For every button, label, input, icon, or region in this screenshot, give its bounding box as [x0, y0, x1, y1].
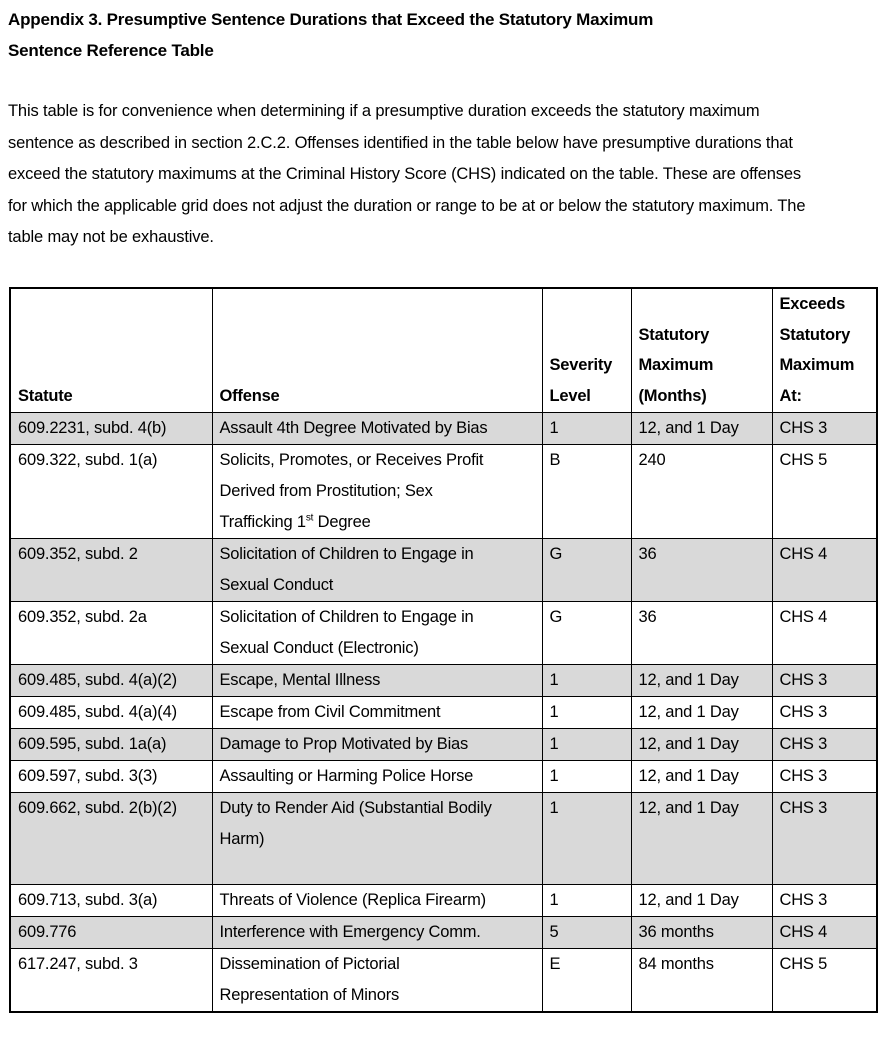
statute-cell: 609.485, subd. 4(a)(2): [10, 665, 212, 697]
statute-cell: 609.595, subd. 1a(a): [10, 729, 212, 761]
exceeds-at-cell: CHS 4: [772, 539, 877, 602]
offense-cell: Solicits, Promotes, or Receives Profit Derived from Prostitution; Sex Trafficking 1st Degree: [212, 445, 542, 539]
statutory-max-cell: 12, and 1 Day: [631, 885, 772, 917]
severity-cell: G: [542, 602, 631, 665]
header-statute: Statute: [10, 288, 212, 413]
offense-cell: Solicitation of Children to Engage in Sexual Conduct (Electronic): [212, 602, 542, 665]
statutory-max-cell: 12, and 1 Day: [631, 697, 772, 729]
offense-cell: Assault 4th Degree Motivated by Bias: [212, 413, 542, 445]
statutory-max-cell: 84 months: [631, 949, 772, 1013]
exceeds-at-cell: CHS 3: [772, 761, 877, 793]
statute-cell: 609.485, subd. 4(a)(4): [10, 697, 212, 729]
statutory-max-cell: 12, and 1 Day: [631, 665, 772, 697]
table-row: [10, 949, 877, 1013]
statute-cell: 609.776: [10, 917, 212, 949]
offense-cell: Assaulting or Harming Police Horse: [212, 761, 542, 793]
severity-cell: 1: [542, 793, 631, 885]
table-row: [10, 793, 877, 885]
header-exceeds-at: Exceeds Statutory Maximum At:: [772, 288, 877, 413]
exceeds-at-cell: CHS 3: [772, 885, 877, 917]
statutory-max-cell: 12, and 1 Day: [631, 413, 772, 445]
offense-cell: Threats of Violence (Replica Firearm): [212, 885, 542, 917]
exceeds-at-cell: CHS 5: [772, 445, 877, 539]
statutory-max-cell: 36: [631, 539, 772, 602]
table-row: [10, 413, 877, 445]
statute-cell: 609.352, subd. 2: [10, 539, 212, 602]
offense-cell: Dissemination of Pictorial Representation of Minors: [212, 949, 542, 1013]
statute-cell: 609.713, subd. 3(a): [10, 885, 212, 917]
intro-paragraph: This table is for convenience when determining if a presumptive duration exceeds the statutory maximum sentence as described in section 2.C.2. Offenses identified in the table below have presumptive durations that exceed the statutory maximums at the Criminal History Score (CHS) indicated on the table. These are offenses for which the applicable grid does not adjust the duration or range to be at or below the statutory maximum. The table may not be exhaustive.: [8, 102, 806, 246]
statute-cell: 609.352, subd. 2a: [10, 602, 212, 665]
header-statutory-maximum: Statutory Maximum (Months): [631, 288, 772, 413]
exceeds-at-cell: CHS 4: [772, 917, 877, 949]
exceeds-at-cell: CHS 4: [772, 602, 877, 665]
table-row: [10, 602, 877, 665]
exceeds-at-cell: CHS 3: [772, 413, 877, 445]
appendix-heading: [8, 4, 653, 66]
offense-cell: Duty to Render Aid (Substantial Bodily Harm): [212, 793, 542, 885]
statutory-max-cell: 12, and 1 Day: [631, 793, 772, 885]
table-header-row: [10, 288, 877, 413]
sentence-reference-table: [9, 287, 878, 1013]
statutory-max-cell: 12, and 1 Day: [631, 729, 772, 761]
table-row: [10, 697, 877, 729]
severity-cell: 1: [542, 413, 631, 445]
offense-cell: Interference with Emergency Comm.: [212, 917, 542, 949]
severity-cell: 5: [542, 917, 631, 949]
statute-cell: 609.2231, subd. 4(b): [10, 413, 212, 445]
severity-cell: 1: [542, 697, 631, 729]
offense-cell: Solicitation of Children to Engage in Sexual Conduct: [212, 539, 542, 602]
statute-cell: 609.662, subd. 2(b)(2): [10, 793, 212, 885]
offense-cell: Escape from Civil Commitment: [212, 697, 542, 729]
statute-cell: 609.597, subd. 3(3): [10, 761, 212, 793]
heading-title: Appendix 3. Presumptive Sentence Durations that Exceed the Statutory Maximum: [8, 10, 654, 29]
statute-cell: 617.247, subd. 3: [10, 949, 212, 1013]
statutory-max-cell: 36 months: [631, 917, 772, 949]
header-severity-level: Severity Level: [542, 288, 631, 413]
table-row: [10, 665, 877, 697]
statute-cell: 609.322, subd. 1(a): [10, 445, 212, 539]
severity-cell: G: [542, 539, 631, 602]
severity-cell: E: [542, 949, 631, 1013]
statutory-max-cell: 36: [631, 602, 772, 665]
table-row: [10, 761, 877, 793]
statutory-max-cell: 240: [631, 445, 772, 539]
offense-cell: Damage to Prop Motivated by Bias: [212, 729, 542, 761]
table-row: [10, 885, 877, 917]
table-row: [10, 729, 877, 761]
exceeds-at-cell: CHS 3: [772, 729, 877, 761]
statutory-max-cell: 12, and 1 Day: [631, 761, 772, 793]
table-row: [10, 917, 877, 949]
exceeds-at-cell: CHS 5: [772, 949, 877, 1013]
severity-cell: 1: [542, 761, 631, 793]
exceeds-at-cell: CHS 3: [772, 697, 877, 729]
offense-cell: Escape, Mental Illness: [212, 665, 542, 697]
severity-cell: B: [542, 445, 631, 539]
severity-cell: 1: [542, 885, 631, 917]
exceeds-at-cell: CHS 3: [772, 793, 877, 885]
table-row: [10, 445, 877, 539]
exceeds-at-cell: CHS 3: [772, 665, 877, 697]
header-offense: Offense: [212, 288, 542, 413]
severity-cell: 1: [542, 665, 631, 697]
heading-subtitle: Sentence Reference Table: [8, 41, 214, 60]
severity-cell: 1: [542, 729, 631, 761]
table-row: [10, 539, 877, 602]
